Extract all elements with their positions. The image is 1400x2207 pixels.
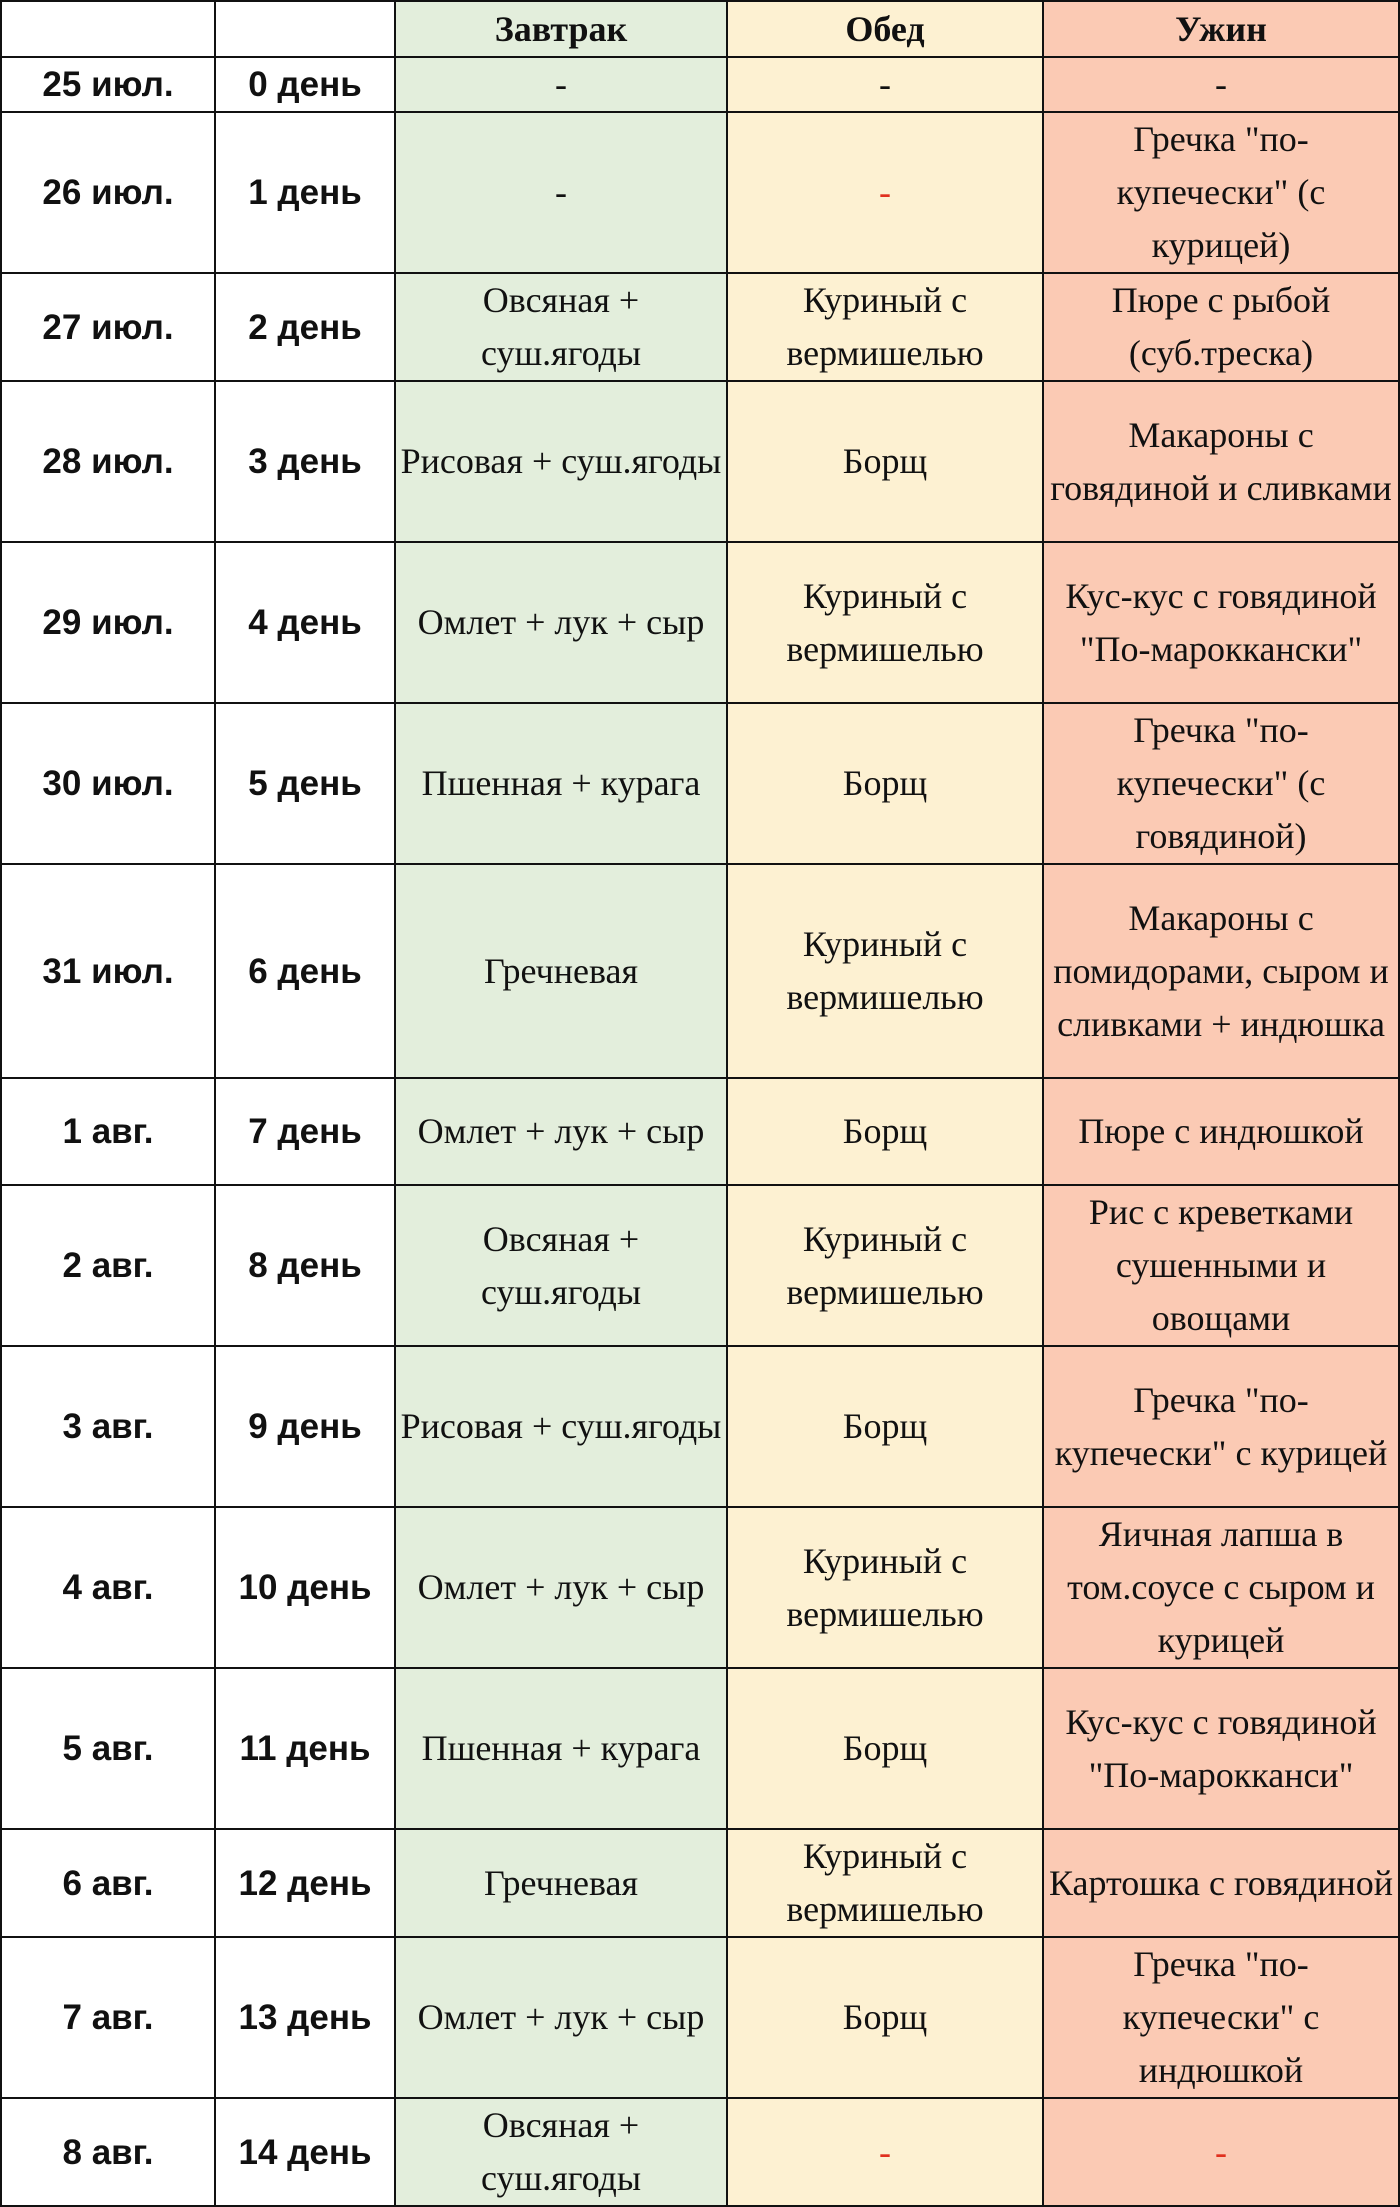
lunch-cell: Куриный с вермишелью [727,1507,1043,1668]
day-cell: 10 день [215,1507,395,1668]
dinner-cell: Гречка "по-купечески" с курицей [1043,1346,1399,1507]
day-cell: 13 день [215,1937,395,2098]
table-row [1,381,1399,542]
table-row [1,273,1399,381]
header-breakfast: Завтрак [395,1,727,57]
table-row [1,864,1399,1078]
day-cell: 3 день [215,381,395,542]
day-cell: 4 день [215,542,395,703]
dinner-cell: Пюре с рыбой (суб.треска) [1043,273,1399,381]
header-date [1,1,215,57]
header-dinner: Ужин [1043,1,1399,57]
date-cell: 5 авг. [1,1668,215,1829]
date-cell: 2 авг. [1,1185,215,1346]
table-row [1,1668,1399,1829]
table-row [1,112,1399,273]
dinner-cell: Рис с креветками сушенными и овощами [1043,1185,1399,1346]
table-row [1,1937,1399,2098]
table-row [1,1507,1399,1668]
date-cell: 31 июл. [1,864,215,1078]
date-cell: 29 июл. [1,542,215,703]
header-day [215,1,395,57]
table-row [1,1078,1399,1185]
day-cell: 5 день [215,703,395,864]
day-cell: 11 день [215,1668,395,1829]
day-cell: 2 день [215,273,395,381]
breakfast-cell: Омлет + лук + сыр [395,1937,727,2098]
date-cell: 30 июл. [1,703,215,864]
header-lunch: Обед [727,1,1043,57]
date-cell: 6 авг. [1,1829,215,1937]
dinner-cell: Кус-кус с говядиной "По-мароккански" [1043,542,1399,703]
breakfast-cell: Гречневая [395,1829,727,1937]
day-cell: 8 день [215,1185,395,1346]
lunch-cell: Куриный с вермишелью [727,542,1043,703]
date-cell: 4 авг. [1,1507,215,1668]
breakfast-cell: Овсяная + суш.ягоды [395,2098,727,2206]
table-row [1,1829,1399,1937]
header-row [1,1,1399,57]
dinner-cell: - [1043,57,1399,112]
dinner-cell: Яичная лапша в том.соусе с сыром и курицей [1043,1507,1399,1668]
table-row [1,1185,1399,1346]
date-cell: 3 авг. [1,1346,215,1507]
lunch-cell: Борщ [727,1078,1043,1185]
day-cell: 0 день [215,57,395,112]
breakfast-cell: - [395,57,727,112]
breakfast-cell: Омлет + лук + сыр [395,1507,727,1668]
date-cell: 25 июл. [1,57,215,112]
date-cell: 1 авг. [1,1078,215,1185]
breakfast-cell: Пшенная + курага [395,703,727,864]
dinner-cell: Пюре с индюшкой [1043,1078,1399,1185]
table-row [1,2098,1399,2206]
date-cell: 26 июл. [1,112,215,273]
lunch-cell: - [727,2098,1043,2206]
dinner-cell: Гречка "по-купечески" (с курицей) [1043,112,1399,273]
breakfast-cell: Гречневая [395,864,727,1078]
day-cell: 6 день [215,864,395,1078]
lunch-cell: Куриный с вермишелью [727,1829,1043,1937]
dinner-cell: Макароны с говядиной и сливками [1043,381,1399,542]
table-row [1,1346,1399,1507]
dinner-cell: Картошка с говядиной [1043,1829,1399,1937]
lunch-cell: Куриный с вермишелью [727,273,1043,381]
breakfast-cell: Пшенная + курага [395,1668,727,1829]
breakfast-cell: - [395,112,727,273]
dinner-cell: Макароны с помидорами, сыром и сливками + индюшка [1043,864,1399,1078]
lunch-cell: Борщ [727,1346,1043,1507]
table-row [1,542,1399,703]
dinner-cell: Гречка "по-купечески" с индюшкой [1043,1937,1399,2098]
lunch-cell: Борщ [727,703,1043,864]
date-cell: 8 авг. [1,2098,215,2206]
lunch-cell: Куриный с вермишелью [727,1185,1043,1346]
breakfast-cell: Омлет + лук + сыр [395,542,727,703]
day-cell: 12 день [215,1829,395,1937]
breakfast-cell: Овсяная + суш.ягоды [395,273,727,381]
table-row [1,703,1399,864]
lunch-cell: Борщ [727,1668,1043,1829]
dinner-cell: Кус-кус с говядиной "По-марокканси" [1043,1668,1399,1829]
day-cell: 9 день [215,1346,395,1507]
lunch-cell: Борщ [727,1937,1043,2098]
dinner-cell: Гречка "по-купечески" (с говядиной) [1043,703,1399,864]
date-cell: 28 июл. [1,381,215,542]
day-cell: 1 день [215,112,395,273]
breakfast-cell: Овсяная + суш.ягоды [395,1185,727,1346]
breakfast-cell: Рисовая + суш.ягоды [395,1346,727,1507]
lunch-cell: Куриный с вермишелью [727,864,1043,1078]
lunch-cell: - [727,112,1043,273]
breakfast-cell: Омлет + лук + сыр [395,1078,727,1185]
lunch-cell: Борщ [727,381,1043,542]
dinner-cell: - [1043,2098,1399,2206]
date-cell: 7 авг. [1,1937,215,2098]
lunch-cell: - [727,57,1043,112]
day-cell: 14 день [215,2098,395,2206]
day-cell: 7 день [215,1078,395,1185]
table-row [1,57,1399,112]
breakfast-cell: Рисовая + суш.ягоды [395,381,727,542]
date-cell: 27 июл. [1,273,215,381]
